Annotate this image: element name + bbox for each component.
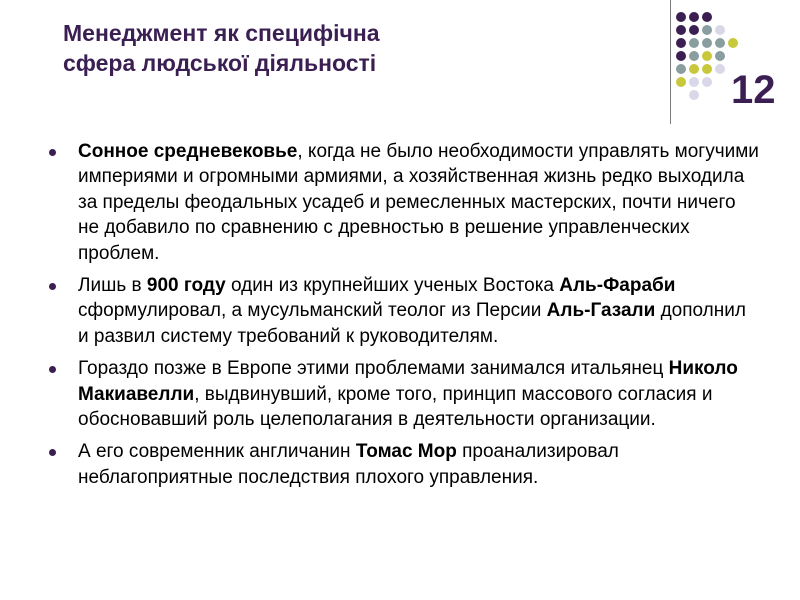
decorative-dot xyxy=(689,12,699,22)
decorative-dot xyxy=(702,51,712,61)
decorative-dot xyxy=(715,64,725,74)
bullet-text-bold: Сонное средневековье xyxy=(78,141,298,162)
decorative-dot xyxy=(702,25,712,35)
bullet-list xyxy=(46,139,760,497)
decorative-dot xyxy=(715,51,725,61)
decorative-dot xyxy=(702,77,712,87)
slide-title xyxy=(63,18,380,78)
decorative-dot xyxy=(715,25,725,35)
bullet-item xyxy=(46,139,760,266)
bullet-dot-icon xyxy=(49,149,56,156)
bullet-text-bold: Аль-Газали xyxy=(546,300,656,322)
bullet-text: сформулировал, а мусульманский теолог из Персии xyxy=(78,300,547,322)
decorative-dot xyxy=(676,38,686,48)
slide-title-line-2: сфера людської діяльності xyxy=(63,50,377,76)
bullet-text: один из крупнейших ученых Востока xyxy=(225,275,560,297)
decorative-dot xyxy=(676,77,686,87)
bullet-dot-icon xyxy=(49,366,56,373)
decorative-dot xyxy=(702,38,712,48)
decorative-dot xyxy=(689,77,699,87)
bullet-text: А его современник англичанин xyxy=(78,441,356,463)
header-divider-line xyxy=(670,0,671,124)
decorative-dot xyxy=(689,38,699,48)
decorative-dot xyxy=(715,38,725,48)
bullet-text-bold: Аль-Фараби xyxy=(559,275,676,297)
decorative-dot xyxy=(676,12,686,22)
slide-number: 12 xyxy=(731,68,776,112)
decorative-dot xyxy=(689,64,699,74)
bullet-text: Лишь в xyxy=(78,275,147,297)
decorative-dot xyxy=(676,25,686,35)
decorative-dot xyxy=(689,90,699,100)
bullet-text: дополнил и развил систему требований к руководителям. xyxy=(78,300,746,347)
bullet-item xyxy=(46,273,760,349)
decorative-dot xyxy=(676,51,686,61)
bullet-dot-icon xyxy=(49,283,56,290)
decorative-dot xyxy=(676,64,686,74)
bullet-item xyxy=(46,439,760,490)
decorative-dot xyxy=(689,51,699,61)
decorative-dot xyxy=(702,12,712,22)
bullet-text-bold: 900 году xyxy=(146,275,226,297)
decorative-dot xyxy=(689,25,699,35)
bullet-text: Гораздо позже в Европе этими проблемами занимался итальянец xyxy=(78,358,669,380)
bullet-text: , выдвинувший, кроме того, принцип массового согласия и обосновавший роль целеполагания в деятельности организации. xyxy=(78,383,713,431)
bullet-text-bold: Николо Макиавелли xyxy=(78,358,738,405)
slide-title-line-1: Менеджмент як специфічна xyxy=(63,20,380,46)
bullet-text: , когда не было необходимости управлять могучими империями и огромными армиями, а хозяйственная жизнь редко выходила за пределы феодальных усадеб и ремесленных мастерских, почти ничего не добавило по сравнению с древностью в решение управленческих проблем. xyxy=(78,141,759,264)
bullet-dot-icon xyxy=(49,449,56,456)
bullet-text-bold: Томас Мор xyxy=(355,441,457,463)
decorative-dot xyxy=(728,38,738,48)
decorative-dot xyxy=(702,64,712,74)
bullet-text: проанализировал неблагоприятные последствия плохого управления. xyxy=(78,441,619,488)
bullet-item xyxy=(46,356,760,432)
